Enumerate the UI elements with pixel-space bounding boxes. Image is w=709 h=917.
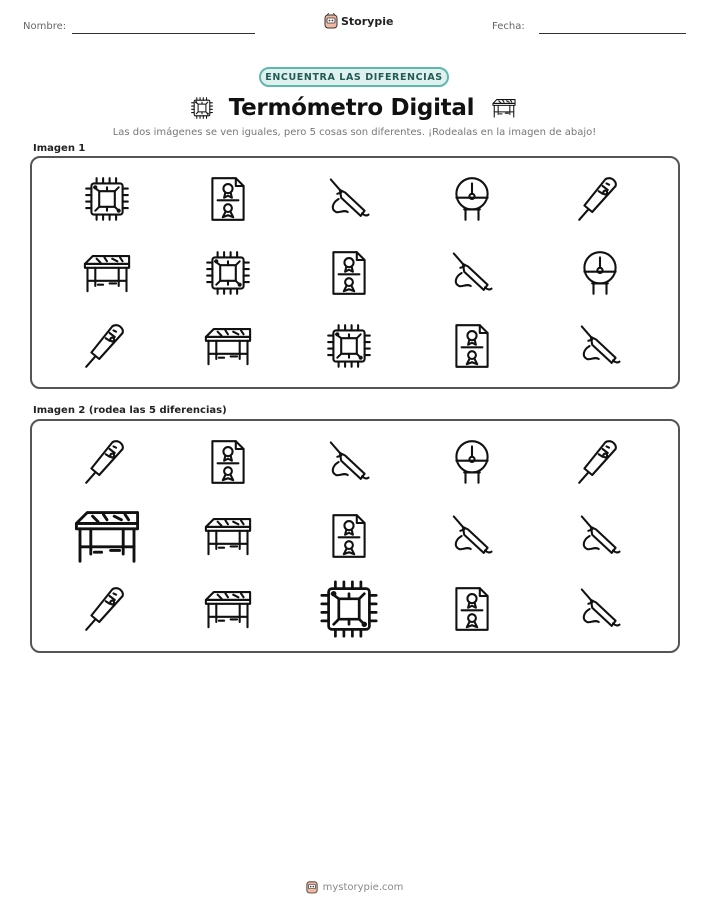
workbench-icon (188, 576, 268, 642)
footer (0, 880, 709, 894)
thermometer-icon (67, 313, 147, 379)
chip-icon (67, 166, 147, 232)
soldering-iron-icon (560, 576, 640, 642)
header (0, 0, 709, 50)
name-field-line (72, 33, 255, 34)
image2-label: Imagen 2 (rodea las 5 diferencias) (33, 405, 227, 416)
activity-badge: ENCUENTRA LAS DIFERENCIAS (259, 67, 449, 87)
chip-icon (188, 240, 268, 306)
soldering-iron-icon (560, 313, 640, 379)
soldering-iron-icon (432, 503, 512, 569)
soldering-iron-icon (309, 166, 389, 232)
soldering-iron-icon (432, 240, 512, 306)
thermistor-icon (560, 240, 640, 306)
image1-panel (30, 156, 680, 389)
thermometer-icon (67, 576, 147, 642)
soldering-iron-icon (309, 429, 389, 495)
name-label: Nombre: (23, 21, 67, 32)
storypie-mascot-icon (306, 880, 318, 894)
thermometer-icon (560, 166, 640, 232)
certificate-icon (309, 240, 389, 306)
storypie-mascot-icon (324, 13, 338, 29)
page-title: Termómetro Digital (228, 95, 475, 121)
certificate-icon (188, 429, 268, 495)
instructions: Las dos imágenes se ven iguales, pero 5 cosas son diferentes. ¡Rodealas en la imagen de abajo! (112, 127, 597, 138)
footer-url: mystorypie.com (322, 881, 404, 893)
date-label: Fecha: (492, 21, 525, 32)
date-field-line (539, 33, 686, 34)
brand-name: Storypie (341, 14, 394, 28)
thermometer-icon (560, 429, 640, 495)
chip-icon (189, 95, 215, 121)
brand-logo (324, 13, 393, 29)
image1-label: Imagen 1 (33, 143, 86, 154)
workbench-icon (488, 95, 520, 121)
soldering-iron-icon (560, 503, 640, 569)
workbench-icon (188, 503, 268, 569)
image2-panel (30, 419, 680, 653)
title-row (0, 91, 709, 125)
certificate-icon (309, 503, 389, 569)
thermistor-icon (432, 429, 512, 495)
thermistor-icon (432, 166, 512, 232)
workbench-icon (67, 240, 147, 306)
certificate-icon (432, 576, 512, 642)
workbench-icon (67, 503, 147, 569)
thermometer-icon (67, 429, 147, 495)
workbench-icon (188, 313, 268, 379)
certificate-icon (188, 166, 268, 232)
chip-icon (309, 576, 389, 642)
chip-icon (309, 313, 389, 379)
certificate-icon (432, 313, 512, 379)
